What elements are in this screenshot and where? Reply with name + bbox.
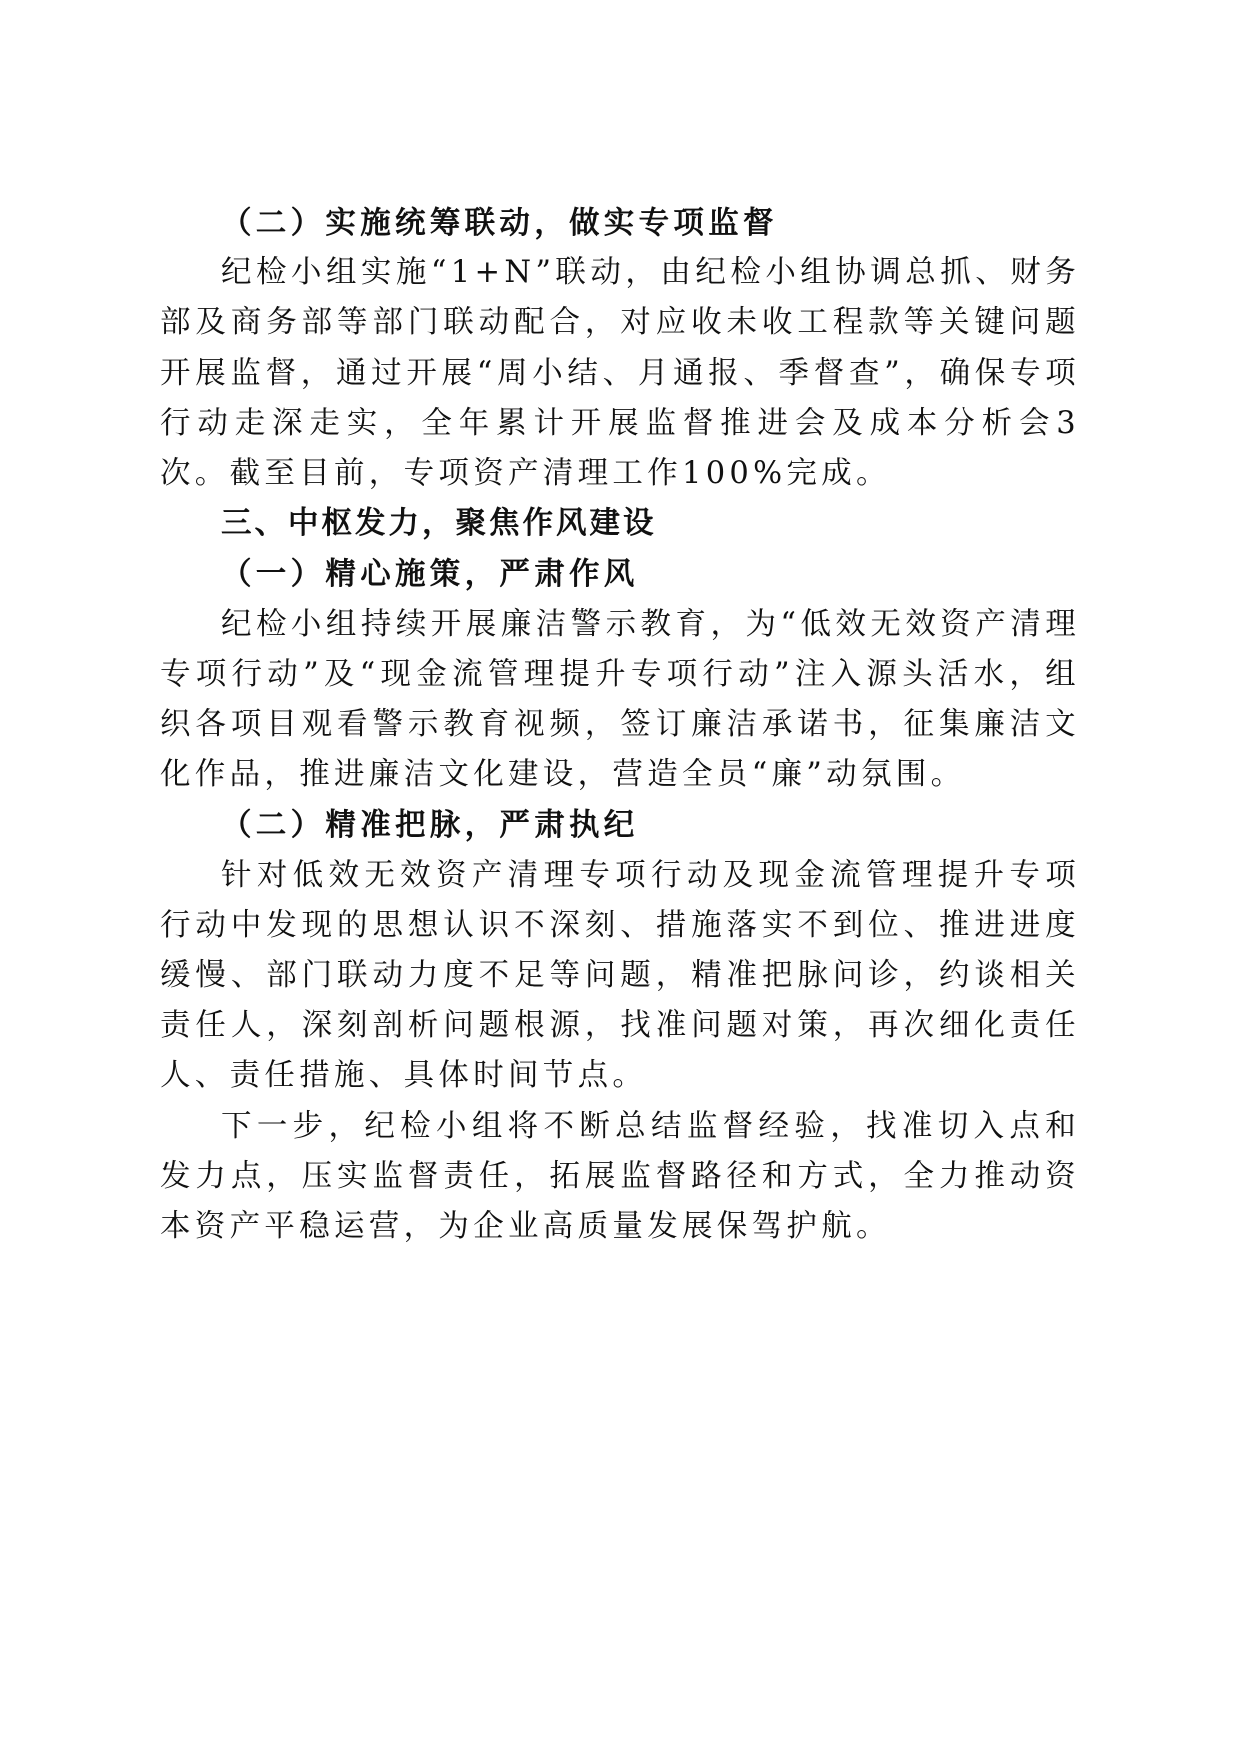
paragraph-integrity-education: 纪检小组持续开展廉洁警示教育，为“低效无效资产清理专项行动”及“现金流管理提升专项行动”注入源头活水，组织各项目观看警示教育视频，签订廉洁承诺书，征集廉洁文化作品，推进廉洁文化建设，营造全员“廉”动氛围。 (160, 606, 1080, 793)
section-subheading-joint-supervision: （二）实施统筹联动，做实专项监督 (221, 205, 778, 241)
paragraph-problem-analysis: 针对低效无效资产清理专项行动及现金流管理提升专项行动中发现的思想认识不深刻、措施落实不到位、推进进度缓慢、部门联动力度不足等问题，精准把脉问诊，约谈相关责任人，深刻剖析问题根源，找准问题对策，再次细化责任人、责任措施、具体时间节点。 (160, 857, 1080, 1094)
document-body (160, 198, 1080, 1252)
section-subheading-strict-discipline: （二）精准把脉，严肃执纪 (221, 807, 639, 844)
section-subheading-strict-style: （一）精心施策，严肃作风 (221, 556, 639, 593)
section-heading-three: 三、中枢发力，聚焦作风建设 (221, 506, 657, 542)
paragraph-joint-supervision: 纪检小组实施“1+N”联动，由纪检小组协调总抓、财务部及商务部等部门联动配合，对应收未收工程款等关键问题开展监督，通过开展“周小结、月通报、季督查”，确保专项行动走深走实，全年累计开展监督推进会及成本分析会3次。截至目前，专项资产清理工作100%完成。 (160, 255, 1080, 492)
paragraph-next-steps: 下一步，纪检小组将不断总结监督经验，找准切入点和发力点，压实监督责任，拓展监督路径和方式，全力推动资本资产平稳运营，为企业高质量发展保驾护航。 (160, 1108, 1080, 1245)
